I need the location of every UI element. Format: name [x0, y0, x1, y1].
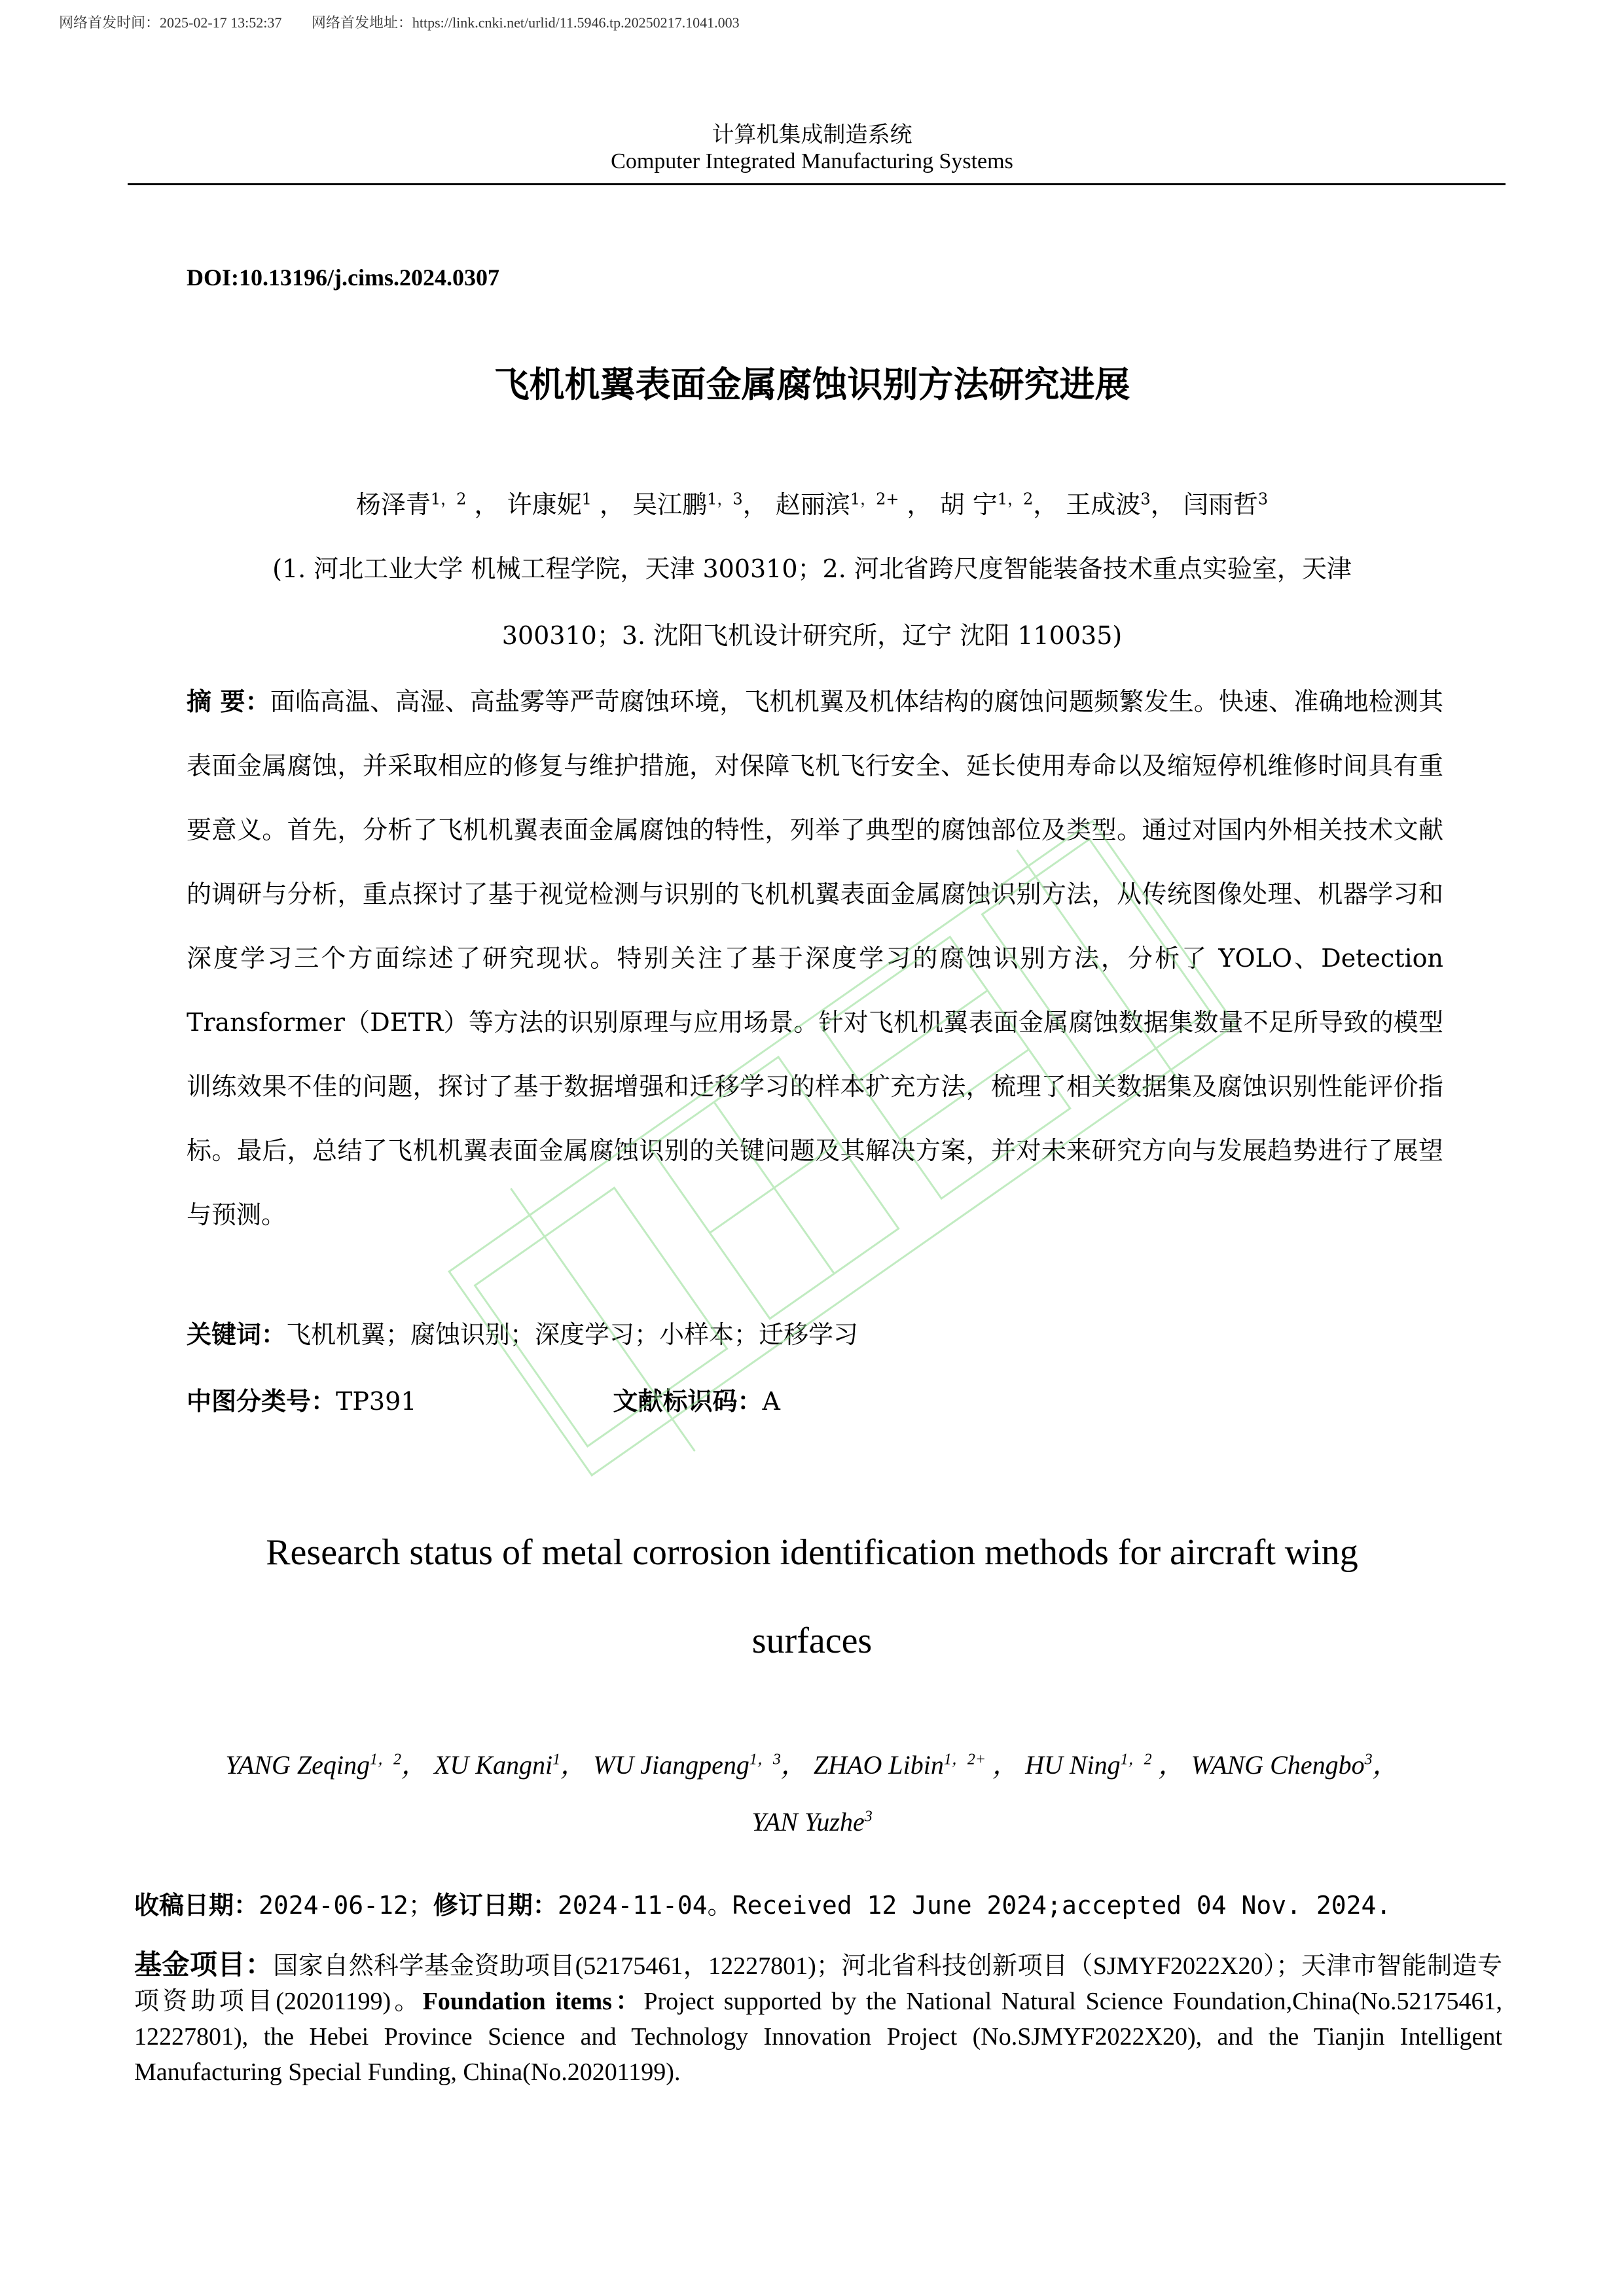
accepted-en-value: 04 Nov. 2024.	[1196, 1891, 1392, 1920]
author-en: YANG Zeqing$^{1,2}$，	[225, 1750, 427, 1780]
revised-value: 2024-11-04。	[557, 1891, 732, 1920]
received-label: 收稿日期：	[134, 1891, 259, 1920]
author-en: ZHAO Libin$^{1,2+}$ ，	[813, 1750, 1019, 1780]
abstract-text: 面临高温、高湿、高盐雾等严苛腐蚀环境，飞机机翼及机体结构的腐蚀问题频繁发生。快速、准确地检测其表面金属腐蚀，并采取相应的修复与维护措施，对保障飞机飞行安全、延长使用寿命以及缩短停机维修时间具有重要意义。首先，分析了飞机机翼表面金属腐蚀的特性，列举了典型的腐蚀部位及类型。通过对国内外相关技术文献的调研与分析，重点探讨了基于视觉检测与识别的飞机机翼表面金属腐蚀识别方法，从传统图像处理、机器学习和深度学习三个方面综述了研究现状。特别关注了基于深度学习的腐蚀识别方法，分析了 YOLO、Detection Transformer（DETR）等方法的识别原理与应用场景。针对飞机机翼表面金属腐蚀数据集数量不足所导致的模型训练效果不佳的问题，探讨了基于数据增强和迁移学习的样本扩充方法，梳理了相关数据集及腐蚀识别性能评价指标。最后，总结了飞机机翼表面金属腐蚀识别的关键问题及其解决方案，并对未来研究方向与发展趋势进行了展望与预测。	[187, 687, 1443, 1229]
classification	[187, 1381, 780, 1417]
foundation-label-cn: 基金项目：	[134, 1948, 274, 1981]
abstract-label: 摘 要：	[187, 687, 270, 716]
received-en-label: Received	[732, 1891, 852, 1920]
abstract	[187, 670, 1443, 1247]
first-publish-meta	[59, 12, 766, 32]
doc-code-label: 文献标识码：	[613, 1386, 763, 1416]
revised-label: 修订日期：	[433, 1891, 558, 1920]
author-cn: 许康妮$^1$ ，	[507, 490, 625, 519]
journal-name-en: Computer Integrated Manufacturing Systems	[611, 149, 1013, 173]
doc-code-value: A	[762, 1387, 780, 1416]
author-en: XU Kangni$^1$，	[433, 1750, 587, 1780]
clc-label: 中图分类号：	[187, 1386, 336, 1416]
first-published-url[interactable]: 网络首发地址：https://link.cnki.net/urlid/11.5946.tp.20250217.1041.003	[311, 14, 740, 31]
affiliations-line-2: 300310；3. 沈阳飞机设计研究所，辽宁 沈阳 110035)	[501, 621, 1123, 650]
author-cn: 王成波$^3$，	[1066, 490, 1176, 519]
accepted-en-label: accepted	[1061, 1891, 1182, 1920]
doi: DOI:10.13196/j.cims.2024.0307	[187, 264, 499, 291]
author-list-cn	[0, 484, 1624, 520]
author-en: HU Ning$^{1,2}$ ，	[1025, 1750, 1185, 1780]
author-list-en-line-2	[0, 1806, 1624, 1837]
paper-title-cn: 飞机机翼表面金属腐蚀识别方法研究进展	[494, 364, 1130, 405]
clc-value: TP391	[336, 1387, 417, 1416]
author-cn: 胡 宁$^{1,2}$，	[939, 490, 1058, 519]
author-cn: 赵丽滨$^{1,2+}$ ，	[775, 490, 932, 519]
header-rule	[128, 183, 1506, 185]
author-en: WANG Chengbo$^3$，	[1191, 1750, 1399, 1780]
author-cn: 吴江鹏$^{1,3}$，	[632, 490, 768, 519]
foundation-label-en: Foundation items：	[422, 1988, 644, 2015]
affiliations-line-1: (1. 河北工业大学 机械工程学院，天津 300310；2. 河北省跨尺度智能装备技术重点实验室，天津	[272, 554, 1352, 583]
author-list-en-line-1	[0, 1744, 1624, 1782]
received-en-value: 12 June 2024;	[867, 1891, 1062, 1920]
received-value: 2024-06-12；	[259, 1891, 433, 1920]
keywords-text: 飞机机翼；腐蚀识别；深度学习；小样本；迁移学习	[286, 1320, 859, 1349]
author-en: YAN Yuzhe$^3$	[751, 1807, 873, 1837]
author-en: WU Jiangpeng$^{1,3}$，	[593, 1750, 807, 1780]
foundation	[134, 1947, 1502, 2090]
keywords	[187, 1314, 858, 1350]
foundation-text-en: Project supported by the National Natural Science Foundation,China(No.52175461, 12227801), the Hebei Province Science and Technology Innovation Project (No.SJMYF2022X20), and the Tianjin Intelligent Manufacturing Special Funding, China(No.20201199).	[134, 1988, 1502, 2086]
received-dates	[134, 1885, 1391, 1921]
author-cn: 杨泽青$^{1,2}$ ，	[355, 490, 499, 519]
paper-title-en-line-2: surfaces	[751, 1621, 873, 1661]
keywords-label: 关键词：	[187, 1319, 287, 1349]
foundation-text-cn: 国家自然科学基金资助项目(52175461，12227801)；河北省科技创新项目（SJMYF2022X20）；天津市智能制造专项资助项目(20201199)。	[134, 1952, 1502, 2015]
journal-name-cn: 计算机集成制造系统	[712, 122, 912, 148]
paper-title-en-line-1: Research status of metal corrosion identification methods for aircraft wing	[266, 1532, 1358, 1573]
author-cn: 闫雨哲$^3$	[1183, 490, 1269, 519]
first-published-time: 网络首发时间：2025-02-17 13:52:37	[59, 14, 282, 31]
